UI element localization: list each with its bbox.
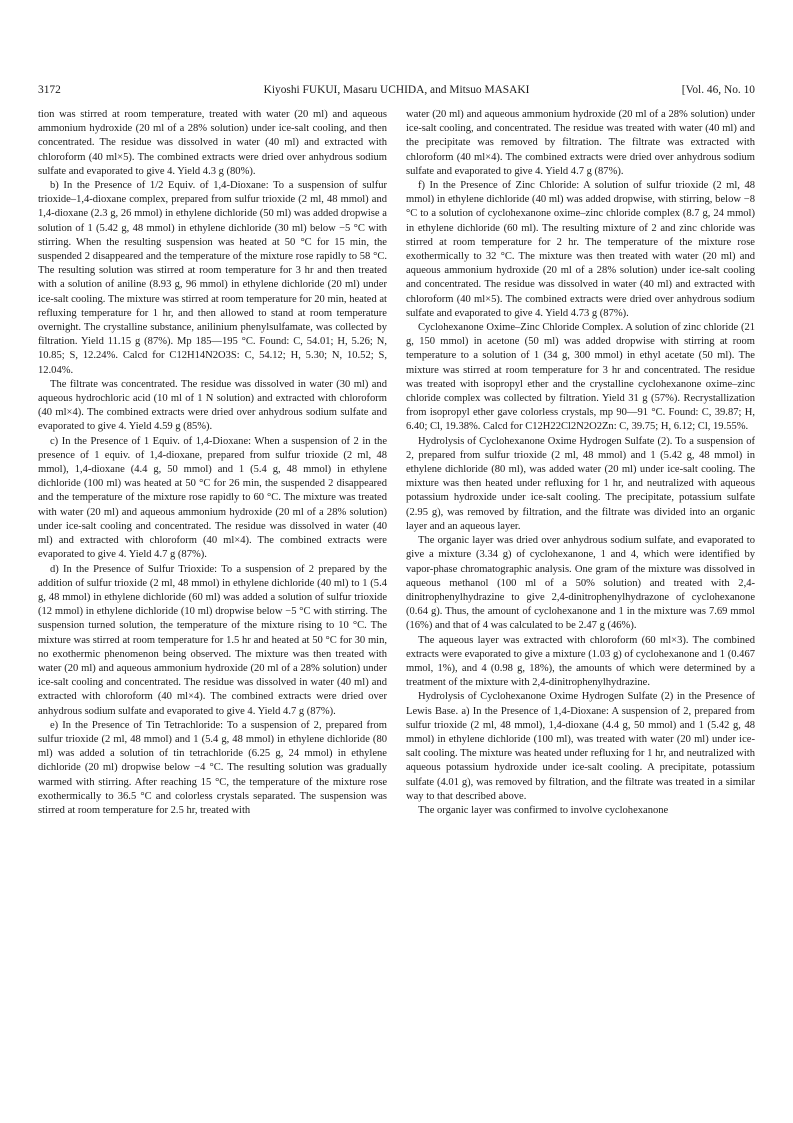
paragraph: The filtrate was concentrated. The residue was dissolved in water (30 ml) and aqueous hydrochloric acid (10 ml of 1 N solution) and extracted with chloroform (40 ml×4). The combined extracts were dried over anhydrous sodium sulfate and evaporated to give 4. Yield 4.59 g (85%). (38, 378, 387, 433)
paragraph: tion was stirred at room temperature, treated with water (20 ml) and aqueous ammonium hydroxide (20 ml of a 28% solution) under ice-salt cooling, and then concentrated. The residue was dissolved in water (40 ml) and extracted with chloroform (40 ml×5). The combined extracts were dried over anhydrous sodium sulfate and evaporated to give 4. Yield 4.3 g (80%). (38, 109, 387, 177)
paragraph: The aqueous layer was extracted with chloroform (60 ml×3). The combined extracts were evaporated to give a mixture (1.03 g) of cyclohexanone and 1 (0.467 mmol, 1%), and 4 (0.98 g, 18%), the amounts of which were determined by a treatment of the mixture with 2,4-dinitrophenylhydrazine. (406, 634, 755, 689)
volume-label: [Vol. 46, No. 10 (681, 84, 755, 96)
paragraph: Hydrolysis of Cyclohexanone Oxime Hydrogen Sulfate (2) in the Presence of Lewis Base. a) In the Presence of 1,4-Dioxane: A suspension of 2, prepared from sulfur trioxide (2 ml, 48 mmol), 1,4-dioxane (4.4 g, 50 mmol) and 1 (5.42 g, 48 mmol) in ethylene dichloride (100 ml), was treated with water (20 ml) under ice-salt cooling. The mixture was heated under refluxing for 1 hr, and neutralized with aqueous potassium hydroxide under ice-salt cooling. A precipitate, potassium sulfate (4.01 g), was removed by filtration, and the filtrate was treated in a similar way to that described above. (406, 691, 755, 802)
paragraph: The organic layer was confirmed to involve cyclohexanone (418, 804, 669, 816)
paragraph: water (20 ml) and aqueous ammonium hydroxide (20 ml of a 28% solution) under ice-salt cooling, and concentrated. The residue was treated with water (40 ml) and the precipitate was removed by filtration. The filtrate was extracted with chloroform (40 ml×4). The combined extracts were dried over anhydrous sodium sulfate and evaporated to give 4. Yield 4.7 g (87%). (406, 109, 755, 177)
paragraph: b) In the Presence of 1/2 Equiv. of 1,4-Dioxane: To a suspension of sulfur trioxide–1,4-dioxane complex, prepared from sulfur trioxide (2 ml, 48 mmol) and 1,4-dioxane (2.3 g, 26 mmol) in ethylene dichloride (50 ml) was added dropwise a solution of 1 (5.42 g, 48 mmol) in ethylene dichloride (30 ml) below −5 °C with stirring. When the resulting suspension was heated at 50 °C for 15 min, the suspended 2 disappeared and the temperature of the mixture rose rapidly to 58 °C. The resulting solution was stirred at room temperature for 3 hr and then treated with a solution of aniline (8.93 g, 96 mmol) in ethylene dichloride (20 ml) under ice-salt cooling. The mixture was stirred at room temperature for 20 min, heated at refluxing temperature for 1 hr, and then allowed to stand at room temperature overnight. The crystalline substance, anilinium phenylsulfamate, was collected by filtration. Yield 11.15 g (87%). Mp 185—195 °C. Found: C, 54.01; H, 5.26; N, 10.85; S, 12.24%. Calcd for C12H14N2O3S: C, 54.12; H, 5.30; N, 10.52; S, 12.04%. (38, 180, 387, 376)
paragraph: Hydrolysis of Cyclohexanone Oxime Hydrogen Sulfate (2). To a suspension of 2, prepared from sulfur trioxide (2 ml, 48 mmol) and 1 (5.42 g, 48 mmol) in ethylene dichloride (80 ml), was added water (20 ml) under ice-salt cooling. The mixture was then heated under refluxing for 1 hr, and neutralized with aqueous potassium hydroxide under ice-salt cooling. The precipitate, potassium sulfate (2.95 g), was removed by filtration, and the filtrate was divided into an organic layer and an aqueous layer. (406, 435, 755, 532)
running-header (38, 82, 755, 98)
paragraph: c) In the Presence of 1 Equiv. of 1,4-Dioxane: When a suspension of 2 in the presence of 1 equiv. of 1,4-dioxane, prepared from sulfur trioxide (2 ml, 48 mmol), 1,4-dioxane (4.4 g, 50 mmol) and 1 (5.4 g, 48 mmol) in ethylene dichloride (100 ml) was heated at 50 °C for 26 min, the suspended 2 disappeared and the temperature of the mixture rose rapidly to 60 °C. The mixture was treated with water (20 ml) and aqueous ammonium hydroxide (20 ml of a 28% solution) under ice-salt cooling and concentrated. The residue was dissolved in water (40 ml) and extracted with chloroform (40 ml×4). The combined extracts were evaporated to give 4. Yield 4.7 g (87%). (38, 435, 387, 561)
paragraph: d) In the Presence of Sulfur Trioxide: To a suspension of 2 prepared by the addition of sulfur trioxide (2 ml, 48 mmol) in ethylene dichloride (40 ml) to 1 (5.4 g, 48 mmol) in ethylene dichloride (60 ml) was added a solution of sulfur trioxide (12 mmol) in ethylene dichloride (10 ml) dropwise below −5 °C with stirring. The suspension turned solution, the temperature of the mixture rising to 10 °C. The mixture was stirred at room temperature for 1.5 hr and heated at 50 °C for 30 min, no exothermic phenomenon being observed. The mixture was then treated with water (20 ml) and aqueous ammonium hydroxide (20 ml of a 28% solution) under ice-salt cooling and concentrated. The residue was dissolved in water (40 ml) and extracted with chloroform (40 ml×4). The combined extracts were dried over anhydrous sodium sulfate and evaporated to give 4. Yield 4.7 g (87%). (38, 563, 387, 717)
paragraph: Cyclohexanone Oxime–Zinc Chloride Complex. A solution of zinc chloride (21 g, 150 mmol) in acetone (50 ml) was added dropwise with stirring at room temperature to a solution of 1 (34 g, 300 mmol) in ethyl acetate (50 ml). The mixture was stirred at room temperature for 3 hr and concentrated. The residue was treated with isopropyl ether and the crystalline cyclohexanone oxime–zinc chloride complex was collected by filtration. Yield 31 g (57%). Recrystallization from isopropyl ether gave colorless crystals, mp 90—91 °C. Found: C, 39.87; H, 6.40; Cl, 19.38%. Calcd for C12H22Cl2N2O2Zn: C, 39.75; H, 6.12; Cl, 19.55%. (406, 322, 755, 433)
left-column (38, 108, 387, 818)
paragraph: e) In the Presence of Tin Tetrachloride: To a suspension of 2, prepared from sulfur trioxide (2 ml, 48 mmol) and 1 (5.4 g, 48 mmol) in ethylene dichloride (80 ml) was added a solution of tin tetrachloride (6.25 g, 24 mmol) in ethylene dichloride (20 ml) dropwise below −4 °C. The resulting solution was gradually warmed with stirring. After reaching 15 °C, the temperature of the mixture rose exothermically to 36.5 °C and colorless crystals separated. The suspension was stirred at room temperature for 2.5 hr, treated with (38, 719, 387, 816)
page-number: 3172 (38, 84, 61, 96)
paragraph: f) In the Presence of Zinc Chloride: A solution of sulfur trioxide (2 ml, 48 mmol) in ethylene dichloride (40 ml) was added dropwise, with stirring, below −8 °C to a solution of cyclohexanone oxime–zinc chloride complex (8.7 g, 24 mmol) in ethylene dichloride (60 ml). The resulting mixture of 2 and zinc chloride was stirred at room temperature for 2 hr. The temperature of the mixture rose exothermically to 32 °C. The mixture was then treated with water (20 ml) and aqueous ammonium hydroxide (20 ml of a 28% solution) under ice-salt cooling and concentrated. The residue was dissolved in water (40 ml) and extracted with chloroform (40 ml×5). The combined extracts were dried over anhydrous sodium sulfate and evaporated to give 4. Yield 4.73 g (87%). (406, 180, 755, 319)
right-column (406, 108, 755, 818)
paragraph: The organic layer was dried over anhydrous sodium sulfate, and evaporated to give a mixture (3.34 g) of cyclohexanone, 1 and 4, which were identified by vapor-phase chromatographic analysis. One gram of the mixture was dissolved in aqueous methanol (100 ml of a 50% solution) and treated with 2,4-dinitrophenylhydrazine to give 2,4-dinitrophenylhydrazone of cyclohexanone (0.64 g). Thus, the amount of cyclohexanone and 1 in the mixture was 7.69 mmol (16%) and that of 4 was calculated to be 2.47 g (46%). (406, 535, 755, 632)
author-line: Kiyoshi FUKUI, Masaru UCHIDA, and Mitsuo MASAKI (263, 84, 530, 96)
